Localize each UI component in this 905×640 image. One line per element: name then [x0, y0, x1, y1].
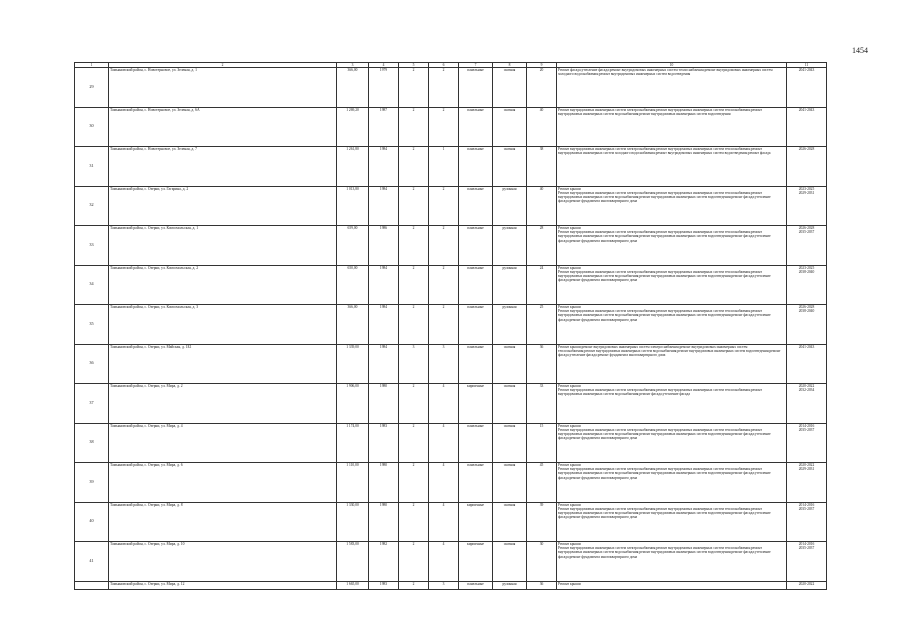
entrances-cell: 3 — [429, 344, 459, 384]
table-row — [75, 423, 827, 463]
roof-type-cell: скатная — [493, 423, 527, 463]
area-cell: 1 583,00 — [337, 542, 369, 582]
table-row — [75, 265, 827, 305]
year-built-cell: 1983 — [369, 423, 399, 463]
floors-cell: 3 — [399, 344, 429, 384]
repair-works-cell: Ремонт внутридомовых инженерных систем электроснабжения;ремонт внутридомовых инженерных систем теплоснабжения;ремонт внутридомовых инженерных систем холодного водоснабжения;ремонт внутридомовых инженерных систем водоотведения;ремонт фасада — [557, 147, 787, 187]
floors-cell: 2 — [399, 581, 429, 589]
wear-percent-cell: 30 — [527, 542, 557, 582]
entrances-cell: 4 — [429, 463, 459, 503]
address-cell: Тамьяновский район, с. Озерки, ул. Мира, д. 8 — [109, 502, 337, 542]
wall-material-cell: панельные — [459, 581, 493, 589]
area-cell: 366,00 — [337, 68, 369, 108]
year-built-cell: 1980 — [369, 463, 399, 503]
floors-cell: 2 — [399, 305, 429, 345]
table-row — [75, 186, 827, 226]
row-number: 34 — [75, 265, 109, 305]
roof-type-cell: скатная — [493, 463, 527, 503]
entrances-cell: 4 — [429, 384, 459, 424]
entrances-cell: 1 — [429, 147, 459, 187]
wear-percent-cell: 39 — [527, 502, 557, 542]
entrances-cell: 4 — [429, 502, 459, 542]
wear-percent-cell: 38 — [527, 147, 557, 187]
wall-material-cell: кирпичные — [459, 542, 493, 582]
repair-works-cell: Ремонт крыши Ремонт внутридомовых инженерных систем электроснабжения;ремонт внутридомовых инженерных систем теплоснабжения;ремонт внутридомовых инженерных систем водоснабжения;ремонт внутридомовых инженерных систем водоотведения;ремонт фасада;утепление фасада;ремонт фундамента многоквартирного дома — [557, 226, 787, 266]
roof-type-cell: скатная — [493, 502, 527, 542]
wear-percent-cell: 20 — [527, 68, 557, 108]
roof-type-cell: рулонная — [493, 226, 527, 266]
housing-register-table — [74, 62, 827, 590]
repair-works-cell: Ремонт крыши Ремонт внутридомовых инженерных систем электроснабжения;ремонт внутридомовых инженерных систем теплоснабжения;ремонт внутридомовых инженерных систем водоснабжения;ремонт внутридомовых инженерных систем водоотведения;ремонт фасада;утепление фасада;ремонт фундамента многоквартирного дома — [557, 502, 787, 542]
wall-material-cell: панельные — [459, 226, 493, 266]
roof-type-cell: скатная — [493, 68, 527, 108]
wear-percent-cell: 40 — [527, 186, 557, 226]
area-cell: 1 906,00 — [337, 384, 369, 424]
year-built-cell: 1984 — [369, 186, 399, 226]
row-number: 31 — [75, 147, 109, 187]
address-cell: Тамьяновский район, с. Озерки, ул. Мира, д. 12 — [109, 581, 337, 589]
wall-material-cell: панельные — [459, 68, 493, 108]
address-cell: Тамьяновский район, с. Озерки, ул. Мира, д. 4 — [109, 423, 337, 463]
roof-type-cell: скатная — [493, 542, 527, 582]
header-cell: 1 — [75, 63, 109, 68]
repair-period-cell: 2020-2022 2032-2034 — [787, 384, 827, 424]
wear-percent-cell: 33 — [527, 384, 557, 424]
address-cell: Тамьяновский район, с. Новотерновое, ул. Зеленая, д. 7 — [109, 147, 337, 187]
wear-percent-cell: 15 — [527, 423, 557, 463]
row-number: 29 — [75, 68, 109, 108]
repair-period-cell: 2020-2022 — [787, 581, 827, 589]
roof-type-cell: рулонная — [493, 265, 527, 305]
header-cell: 9 — [527, 63, 557, 68]
repair-period-cell: 2014-2016 2035-2037 — [787, 502, 827, 542]
address-cell: Тамьяновский район, с. Озерки, ул. Гагарина, д. 2 — [109, 186, 337, 226]
address-cell: Тамьяновский район, с. Озерки, ул. Майская, д. 1Б1 — [109, 344, 337, 384]
floors-cell: 2 — [399, 186, 429, 226]
repair-works-cell: Ремонт крыши Ремонт внутридомовых инженерных систем электроснабжения;ремонт внутридомовых инженерных систем теплоснабжения;ремонт внутридомовых инженерных систем водоснабжения;ремонт внутридомовых инженерных систем водоотведения;ремонт фасада;утепление фасада;ремонт фундамента многоквартирного дома — [557, 186, 787, 226]
table-row — [75, 344, 827, 384]
year-built-cell: 1984 — [369, 147, 399, 187]
wall-material-cell: панельные — [459, 344, 493, 384]
area-cell: 1 339,00 — [337, 344, 369, 384]
year-built-cell: 1980 — [369, 384, 399, 424]
table-row — [75, 107, 827, 147]
table-row — [75, 502, 827, 542]
area-cell: 659,00 — [337, 226, 369, 266]
floors-cell: 2 — [399, 502, 429, 542]
wear-percent-cell: 28 — [527, 226, 557, 266]
repair-period-cell: 2041-2043 — [787, 68, 827, 108]
repair-works-cell: Ремонт крыши Ремонт внутридомовых инженерных систем электроснабжения;ремонт внутридомовых инженерных систем теплоснабжения;ремонт внутридомовых инженерных систем водоснабжения;ремонт внутридомовых инженерных систем водоотведения;ремонт фасада;утепление фасада;ремонт фундамента многоквартирного дома — [557, 305, 787, 345]
repair-works-cell: Ремонт крыши;ремонт внутридомовых инженерных систем электроснабжения;ремонт внутридомовых инженерных систем теплоснабжения;ремонт внутридомовых инженерных систем водоснабжения;ремонт внутридомовых инженерных систем водоотведения;ремонт фасада;утепление фасада;ремонт фундамента многоквартирного дома — [557, 344, 787, 384]
address-cell: Тамьяновский район, с. Озерки, ул. Комсомольская, д. 1 — [109, 226, 337, 266]
roof-type-cell: рулонная — [493, 186, 527, 226]
wear-percent-cell: 25 — [527, 305, 557, 345]
address-cell: Тамьяновский район, с. Озерки, ул. Комсомольская, д. 2 — [109, 265, 337, 305]
wear-percent-cell: 36 — [527, 581, 557, 589]
roof-type-cell: рулонная — [493, 305, 527, 345]
header-cell: 2 — [109, 63, 337, 68]
repair-works-cell: Ремонт крыши Ремонт внутридомовых инженерных систем электроснабжения;ремонт внутридомовых инженерных систем теплоснабжения;ремонт внутридомовых инженерных систем водоснабжения;ремонт внутридомовых инженерных систем водоотведения;ремонт фасада;утепление фасада;ремонт фундамента многоквартирного дома — [557, 463, 787, 503]
year-built-cell: 1984 — [369, 344, 399, 384]
area-cell: 1 665,00 — [337, 581, 369, 589]
year-built-cell: 1983 — [369, 581, 399, 589]
address-cell: Тамьяновский район, с. Озерки, ул. Мира, д. 6 — [109, 463, 337, 503]
table-row — [75, 581, 827, 589]
header-cell: 7 — [459, 63, 493, 68]
entrances-cell: 2 — [429, 265, 459, 305]
row-number: 39 — [75, 463, 109, 503]
year-built-cell: 1984 — [369, 265, 399, 305]
entrances-cell: 4 — [429, 542, 459, 582]
roof-type-cell: рулонная — [493, 581, 527, 589]
wall-material-cell: панельные — [459, 186, 493, 226]
row-number: 38 — [75, 423, 109, 463]
entrances-cell: 3 — [429, 581, 459, 589]
table-row — [75, 147, 827, 187]
repair-period-cell: 2014-2016 2035-2037 — [787, 542, 827, 582]
area-cell: 1 269,20 — [337, 107, 369, 147]
wall-material-cell: панельные — [459, 305, 493, 345]
wear-percent-cell: 40 — [527, 107, 557, 147]
year-built-cell: 1979 — [369, 68, 399, 108]
wall-material-cell: панельные — [459, 107, 493, 147]
header-cell: 5 — [399, 63, 429, 68]
table-row — [75, 384, 827, 424]
roof-type-cell: скатная — [493, 107, 527, 147]
area-cell: 650,00 — [337, 265, 369, 305]
repair-works-cell: Ремонт крыши Ремонт внутридомовых инженерных систем электроснабжения;ремонт внутридомовых инженерных систем теплоснабжения;ремонт внутридомовых инженерных систем водоснабжения;ремонт внутридомовых инженерных систем водоотведения;ремонт фасада;утепление фасада;ремонт фундамента многоквартирного дома — [557, 265, 787, 305]
floors-cell: 2 — [399, 147, 429, 187]
table-row — [75, 463, 827, 503]
header-cell: 4 — [369, 63, 399, 68]
repair-period-cell: 2026-2028 2035-2037 — [787, 226, 827, 266]
floors-cell: 2 — [399, 423, 429, 463]
floors-cell: 2 — [399, 384, 429, 424]
floors-cell: 2 — [399, 68, 429, 108]
table-row — [75, 305, 827, 345]
row-number: 32 — [75, 186, 109, 226]
table-row — [75, 542, 827, 582]
address-cell: Тамьяновский район, с. Новотерновое, ул. Зеленая, д. 6А — [109, 107, 337, 147]
page-number: 1454 — [852, 46, 868, 55]
repair-period-cell: 2023-2025 2029-2031 — [787, 186, 827, 226]
table-row — [75, 68, 827, 108]
repair-period-cell: 2041-2043 — [787, 107, 827, 147]
entrances-cell: 2 — [429, 186, 459, 226]
repair-period-cell: 2014-2016 2035-2037 — [787, 423, 827, 463]
row-number: 35 — [75, 305, 109, 345]
repair-works-cell: Ремонт внутридомовых инженерных систем электроснабжения;ремонт внутридомовых инженерных систем теплоснабжения;ремонт внутридомовых инженерных систем водоснабжения;ремонт внутридомовых инженерных систем водоотведения — [557, 107, 787, 147]
entrances-cell: 2 — [429, 226, 459, 266]
floors-cell: 2 — [399, 265, 429, 305]
row-number: 30 — [75, 107, 109, 147]
address-cell: Тамьяновский район, с. Новотерновое, ул. Зеленая, д. 1 — [109, 68, 337, 108]
row-number: 41 — [75, 542, 109, 582]
wall-material-cell: кирпичные — [459, 384, 493, 424]
address-cell: Тамьяновский район, с. Озерки, ул. Мира, д. 10 — [109, 542, 337, 582]
area-cell: 1 110,00 — [337, 463, 369, 503]
area-cell: 1 261,80 — [337, 147, 369, 187]
floors-cell: 2 — [399, 463, 429, 503]
roof-type-cell: скатная — [493, 344, 527, 384]
roof-type-cell: скатная — [493, 147, 527, 187]
year-built-cell: 1980 — [369, 502, 399, 542]
repair-works-cell: Ремонт крыши Ремонт внутридомовых инженерных систем электроснабжения;ремонт внутридомовых инженерных систем теплоснабжения;ремонт внутридомовых инженерных систем водоснабжения;ремонт внутридомовых инженерных систем водоотведения;ремонт фасада;утепление фасада;ремонт фундамента многоквартирного дома — [557, 542, 787, 582]
entrances-cell: 2 — [429, 68, 459, 108]
repair-works-cell: Ремонт крыши — [557, 581, 787, 589]
repair-period-cell: 2020-2022 2029-2031 — [787, 463, 827, 503]
wall-material-cell: панельные — [459, 463, 493, 503]
repair-works-cell: Ремонт фасада;утепление фасада;ремонт внутридомовых инженерных систем теплоснабжения;ремонт внутридомовых инженерных систем холодного водоснабжения;ремонт внутридомовых инженерных систем водоотведения — [557, 68, 787, 108]
repair-works-cell: Ремонт крыши Ремонт внутридомовых инженерных систем электроснабжения;ремонт внутридомовых инженерных систем теплоснабжения;ремонт внутридомовых инженерных систем водоснабжения;ремонт внутридомовых инженерных систем водоотведения;ремонт фасада;утепление фасада;ремонт фундамента многоквартирного дома — [557, 423, 787, 463]
year-built-cell: 1984 — [369, 305, 399, 345]
header-cell: 8 — [493, 63, 527, 68]
row-number: 36 — [75, 344, 109, 384]
entrances-cell: 2 — [429, 107, 459, 147]
area-cell: 1 174,00 — [337, 423, 369, 463]
floors-cell: 2 — [399, 542, 429, 582]
repair-period-cell: 2026-2028 — [787, 147, 827, 187]
address-cell: Тамьяновский район, с. Озерки, ул. Мира, д. 2 — [109, 384, 337, 424]
repair-period-cell: 2023-2025 2038-2040 — [787, 265, 827, 305]
row-number — [75, 581, 109, 589]
row-number: 37 — [75, 384, 109, 424]
floors-cell: 2 — [399, 107, 429, 147]
area-cell: 366,00 — [337, 305, 369, 345]
wall-material-cell: панельные — [459, 423, 493, 463]
repair-period-cell: 2041-2043 — [787, 344, 827, 384]
table-row — [75, 226, 827, 266]
header-cell: 3 — [337, 63, 369, 68]
repair-period-cell: 2026-2028 2038-2040 — [787, 305, 827, 345]
year-built-cell: 1982 — [369, 542, 399, 582]
header-cell: 10 — [557, 63, 787, 68]
wear-percent-cell: 36 — [527, 344, 557, 384]
header-cell: 11 — [787, 63, 827, 68]
roof-type-cell: скатная — [493, 384, 527, 424]
wall-material-cell: панельные — [459, 265, 493, 305]
address-cell: Тамьяновский район, с. Озерки, ул. Комсомольская, д. 3 — [109, 305, 337, 345]
wall-material-cell: кирпичные — [459, 502, 493, 542]
row-number: 40 — [75, 502, 109, 542]
area-cell: 1 013,80 — [337, 186, 369, 226]
wear-percent-cell: 24 — [527, 265, 557, 305]
entrances-cell: 2 — [429, 305, 459, 345]
area-cell: 1 330,00 — [337, 502, 369, 542]
header-cell: 6 — [429, 63, 459, 68]
floors-cell: 2 — [399, 226, 429, 266]
entrances-cell: 4 — [429, 423, 459, 463]
year-built-cell: 1987 — [369, 107, 399, 147]
wall-material-cell: панельные — [459, 147, 493, 187]
repair-works-cell: Ремонт крыши Ремонт внутридомовых инженерных систем электроснабжения;ремонт внутридомовых инженерных систем теплоснабжения;ремонт внутридомовых инженерных систем водоснабжения;ремонт фасада;утепление фасада — [557, 384, 787, 424]
wear-percent-cell: 45 — [527, 463, 557, 503]
year-built-cell: 1986 — [369, 226, 399, 266]
row-number: 33 — [75, 226, 109, 266]
